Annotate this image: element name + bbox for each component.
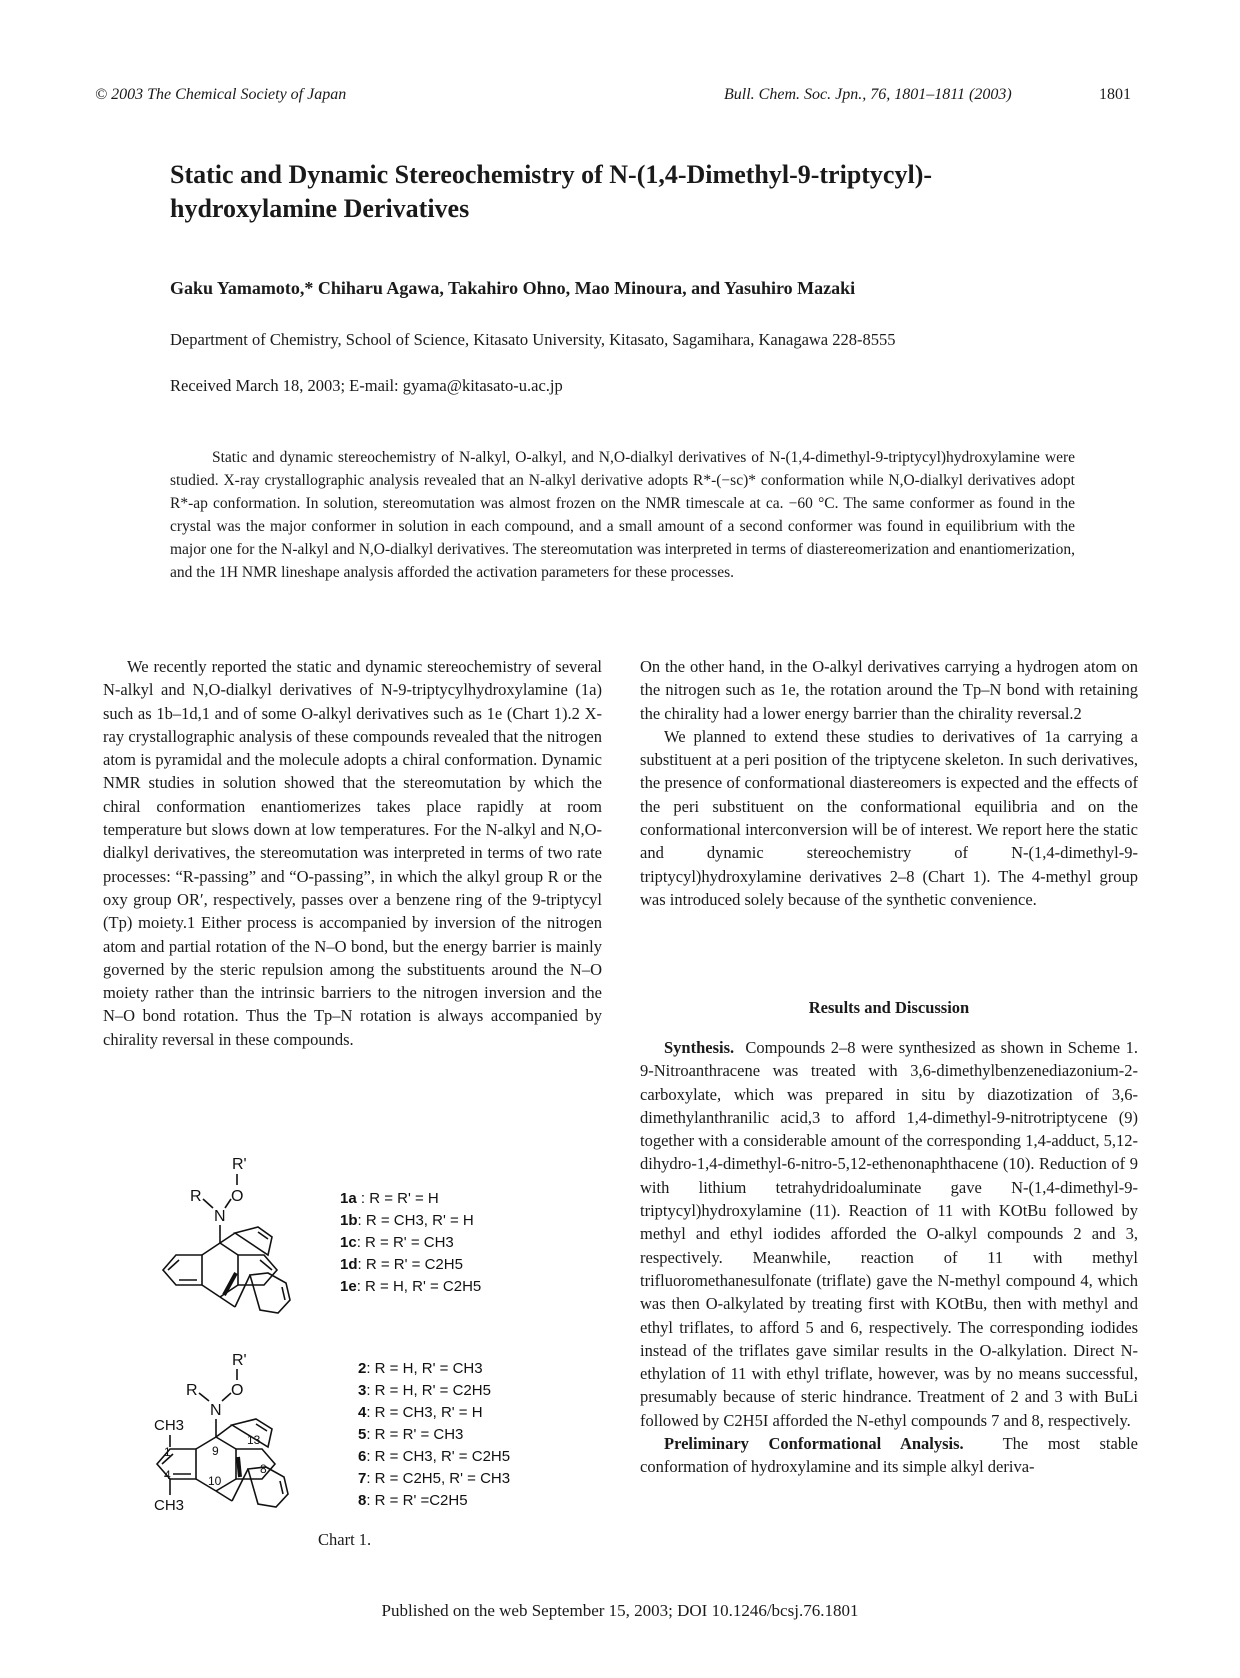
atom-label-o: O: [231, 1188, 244, 1205]
body-column-right: [640, 655, 1138, 911]
page-footer: Published on the web September 15, 2003; DOI 10.1246/bcsj.76.1801: [381, 1601, 859, 1620]
section-heading-results: Results and Discussion: [808, 998, 970, 1017]
author-list: Gaku Yamamoto,* Chiharu Agawa, Takahiro Ohno, Mao Minoura, and Yasuhiro Mazaki: [170, 278, 856, 298]
compound-list-1: [340, 1190, 481, 1295]
synthesis-heading: Synthesis.: [664, 1038, 735, 1057]
ring-number-4: 4: [164, 1468, 171, 1482]
compound-label-1e: 1e: R = H, R' = C2H5: [340, 1278, 482, 1295]
abstract: Static and dynamic stereochemistry of N-alkyl, O-alkyl, and N,O-dialkyl derivatives of N-(1,4-dimethyl-9-triptycyl)hydroxylamine were studied. X-ray crystallographic analysis revealed that an N-alkyl derivative adopts R*-(−sc)* conformation while N,O-dialkyl derivatives adopt R*-ap conformation. In solution, stereomutation was almost frozen on the NMR timescale at ca. −60 °C. The same conformer as found in the crystal was the major conformer in solution in each compound, and a small amount of a second conformer was found in equilibrium with the major one for the N-alkyl and N,O-dialkyl derivatives. The stereomutation was interpreted in terms of diastereomerization and enantiomerization, and the 1H NMR lineshape analysis afforded the activation parameters for these processes.: [170, 449, 1075, 581]
page-number: 1801: [1099, 86, 1131, 103]
compound-label-1b: 1b: R = CH3, R' = H: [340, 1212, 474, 1229]
ring-number-1: 1: [164, 1445, 171, 1459]
prelim-text: The most stable conformation of hydroxylamine and its simple alkyl deriva-: [640, 1434, 1138, 1477]
intro-paragraph-continued: On the other hand, in the O-alkyl derivatives carrying a hydrogen atom on the nitrogen such as 1e, the rotation around the Tp–N bond with retaining the chirality had a lower energy barrier than the chirality reversal.2: [640, 657, 1138, 723]
aim-paragraph: We planned to extend these studies to derivatives of 1a carrying a substituent at a peri position of the triptycene skeleton. In such derivatives, the presence of conformational diastereomers is expected and the effects of the peri substituent on the conformational equilibria and on the conformational interconversion will be of interest. We report here the static and dynamic stereochemistry of N-(1,4-dimethyl-9-triptycyl)hydroxylamine derivatives 2–8 (Chart 1). The 4-methyl group was introduced solely because of the synthetic convenience.: [640, 726, 1138, 909]
compound-label-6: 6: R = CH3, R' = C2H5: [358, 1448, 511, 1465]
atom-label-rprime: R': [232, 1156, 247, 1173]
prelim-paragraph: [640, 1432, 1138, 1479]
methyl-label-1: CH3: [154, 1417, 185, 1434]
affiliation: Department of Chemistry, School of Science, Kitasato University, Kitasato, Sagamihara, Kanagawa 228-8555: [170, 330, 896, 349]
atom-label-rprime-2: R': [232, 1352, 247, 1369]
compound-label-1c: 1c: R = R' = CH3: [340, 1234, 454, 1251]
compound-label-8: 8: R = R' =C2H5: [358, 1492, 468, 1509]
ring-number-8: 8: [260, 1462, 267, 1476]
received-date-email: Received March 18, 2003; E-mail: gyama@kitasato-u.ac.jp: [170, 376, 563, 395]
running-header-copyright: © 2003 The Chemical Society of Japan: [95, 86, 347, 103]
compound-label-1a: 1a : R = R' = H: [340, 1190, 439, 1207]
compound-label-1d: 1d: R = R' = C2H5: [340, 1256, 463, 1273]
ring-number-9: 9: [212, 1444, 219, 1458]
methyl-label-4: CH3: [154, 1497, 185, 1514]
compound-label-4: 4: R = CH3, R' = H: [358, 1404, 483, 1421]
body-column-left: [103, 655, 602, 1051]
synthesis-text: Compounds 2–8 were synthesized as shown in Scheme 1. 9-Nitroanthracene was treated with 3,6-dimethylbenzenediazonium-2-carboxylate, which was prepared in situ by diazotization of 3,6-dimethylanthranilic acid,3 to afford 1,4-dimethyl-9-nitrotriptycene (9) together with a considerable amount of the corresponding 1,4-adduct, 5,12-dihydro-1,4-dimethyl-6-nitro-5,12-ethenonaphthacene (10). Reduction of 9 with lithium tetrahydridoaluminate gave N-(1,4-dimethyl-9-triptycyl)hydroxylamine (11). Reaction of 11 with KOtBu followed by methyl and ethyl iodides afforded the O-alkyl compounds 2 and 3, respectively. Meanwhile, reaction of 11 with methyl trifluoromethanesulfonate (triflate) gave the N-methyl compound 4, which was then O-alkylated by treating first with KOtBu, then with methyl and ethyl triflates, to afford 5 and 6, respectively. The corresponding iodides instead of the triflates gave similar results in the O-alkylation. Direct N-ethylation of 11 with ethyl triflate, however, was by no means successful, presumably because of steric hindrance. Treatment of 2 and 3 with BuLi followed by C2H5I afforded the N-ethyl compounds 7 and 8, respectively.: [640, 1038, 1138, 1430]
triptycene-structure-1: [163, 1156, 290, 1313]
synthesis-paragraph: [640, 1036, 1138, 1432]
atom-label-n-2: N: [210, 1402, 222, 1419]
atom-label-o-2: O: [231, 1382, 244, 1399]
compound-list-2: [358, 1360, 510, 1509]
atom-label-n: N: [214, 1208, 226, 1225]
running-header-citation: Bull. Chem. Soc. Jpn., 76, 1801–1811 (2003): [724, 86, 1012, 103]
compound-label-2: 2: R = H, R' = CH3: [358, 1360, 483, 1377]
compound-label-5: 5: R = R' = CH3: [358, 1426, 464, 1443]
ring-number-10: 10: [208, 1474, 222, 1488]
paper-title: Static and Dynamic Stereochemistry of N-(1,4-Dimethyl-9-triptycyl)-hydroxylamine Derivatives: [170, 160, 933, 223]
prelim-heading: Preliminary Conformational Analysis.: [664, 1434, 964, 1454]
ring-number-13: 13: [247, 1433, 261, 1447]
atom-label-r: R: [190, 1188, 202, 1205]
chart-caption: Chart 1.: [318, 1530, 372, 1549]
triptycene-structure-2: [154, 1352, 288, 1514]
atom-label-r-2: R: [186, 1382, 198, 1399]
compound-label-7: 7: R = C2H5, R' = CH3: [358, 1470, 511, 1487]
intro-paragraph: We recently reported the static and dynamic stereochemistry of several N-alkyl and N,O-dialkyl derivatives of N-9-triptycylhydroxylamine (1a) such as 1b–1d,1 and of some O-alkyl derivatives such as 1e (Chart 1).2 X-ray crystallographic analysis of these compounds revealed that the nitrogen atom is pyramidal and the molecule adopts a chiral conformation. Dynamic NMR studies in solution showed that the stereomutation by which the chiral conformation enantiomerizes takes place rapidly at room temperature but slows down at low temperatures. For the N-alkyl and N,O-dialkyl derivatives, the stereomutation was interpreted in terms of two rate processes: “R-passing” and “O-passing”, in which the alkyl group R or the oxy group OR′, respectively, passes over a benzene ring of the 9-triptycyl (Tp) moiety.1 Either process is accompanied by inversion of the nitrogen atom and partial rotation of the N–O bond, but the energy barrier is mainly governed by the steric repulsion among the substituents around the N–O moiety rather than the intrinsic barriers to the nitrogen inversion and the N–O bond rotation. Thus the Tp–N rotation is always accompanied by chirality reversal in these compounds.: [103, 657, 602, 1049]
chart-1-structures: [140, 1155, 600, 1525]
results-column: [640, 1036, 1138, 1479]
compound-label-3: 3: R = H, R' = C2H5: [358, 1382, 491, 1399]
